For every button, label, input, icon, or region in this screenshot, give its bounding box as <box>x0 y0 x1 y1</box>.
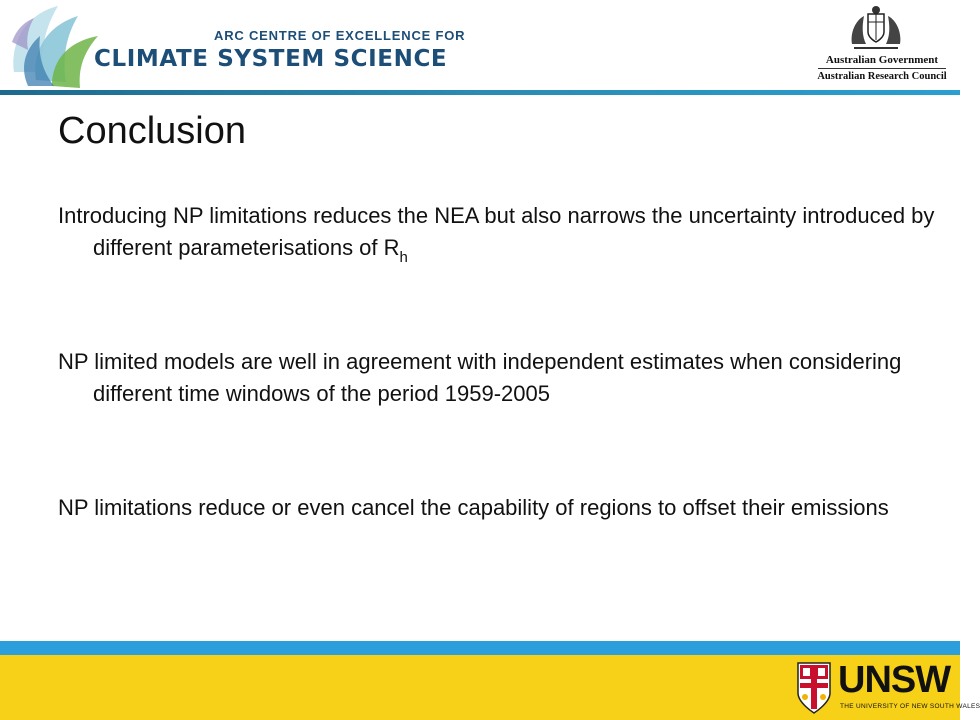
arc-leaf-mark-icon <box>6 2 106 90</box>
list-item-text: NP limitations reduce or even cancel the capability of regions to offset their emissions <box>58 495 889 520</box>
coat-of-arms-icon <box>844 4 908 52</box>
unsw-subtitle: THE UNIVERSITY OF NEW SOUTH WALES <box>840 703 980 710</box>
footer-blue-strip <box>0 641 960 655</box>
unsw-wordmark: UNSW <box>838 659 951 701</box>
list-item <box>58 200 953 264</box>
slide-footer <box>0 655 980 720</box>
list-item <box>58 346 953 410</box>
header-divider-bar <box>0 90 960 95</box>
slide-title: Conclusion <box>58 110 246 152</box>
slide-header <box>0 0 960 92</box>
list-item-text: Introducing NP limitations reduces the NEA but also narrows the uncertainty introduced by different parameterisations of R <box>58 203 935 260</box>
list-item <box>58 492 953 524</box>
arc-climate-logo <box>6 2 466 90</box>
gov-logo-divider <box>818 68 946 69</box>
unsw-logo <box>796 659 980 717</box>
subscript-text: h <box>399 249 408 266</box>
gov-logo-line1: Australian Government <box>825 54 939 66</box>
gov-logo-line2: Australian Research Council <box>817 71 947 82</box>
unsw-crest-icon <box>796 661 832 715</box>
australian-government-logo <box>812 4 952 88</box>
arc-logo-line2: CLIMATE SYSTEM SCIENCE <box>94 46 448 72</box>
arc-logo-line1: ARC CENTRE OF EXCELLENCE FOR <box>214 28 466 43</box>
list-item-text: NP limited models are well in agreement with independent estimates when considering different time windows of the period 1959-2005 <box>58 349 902 406</box>
